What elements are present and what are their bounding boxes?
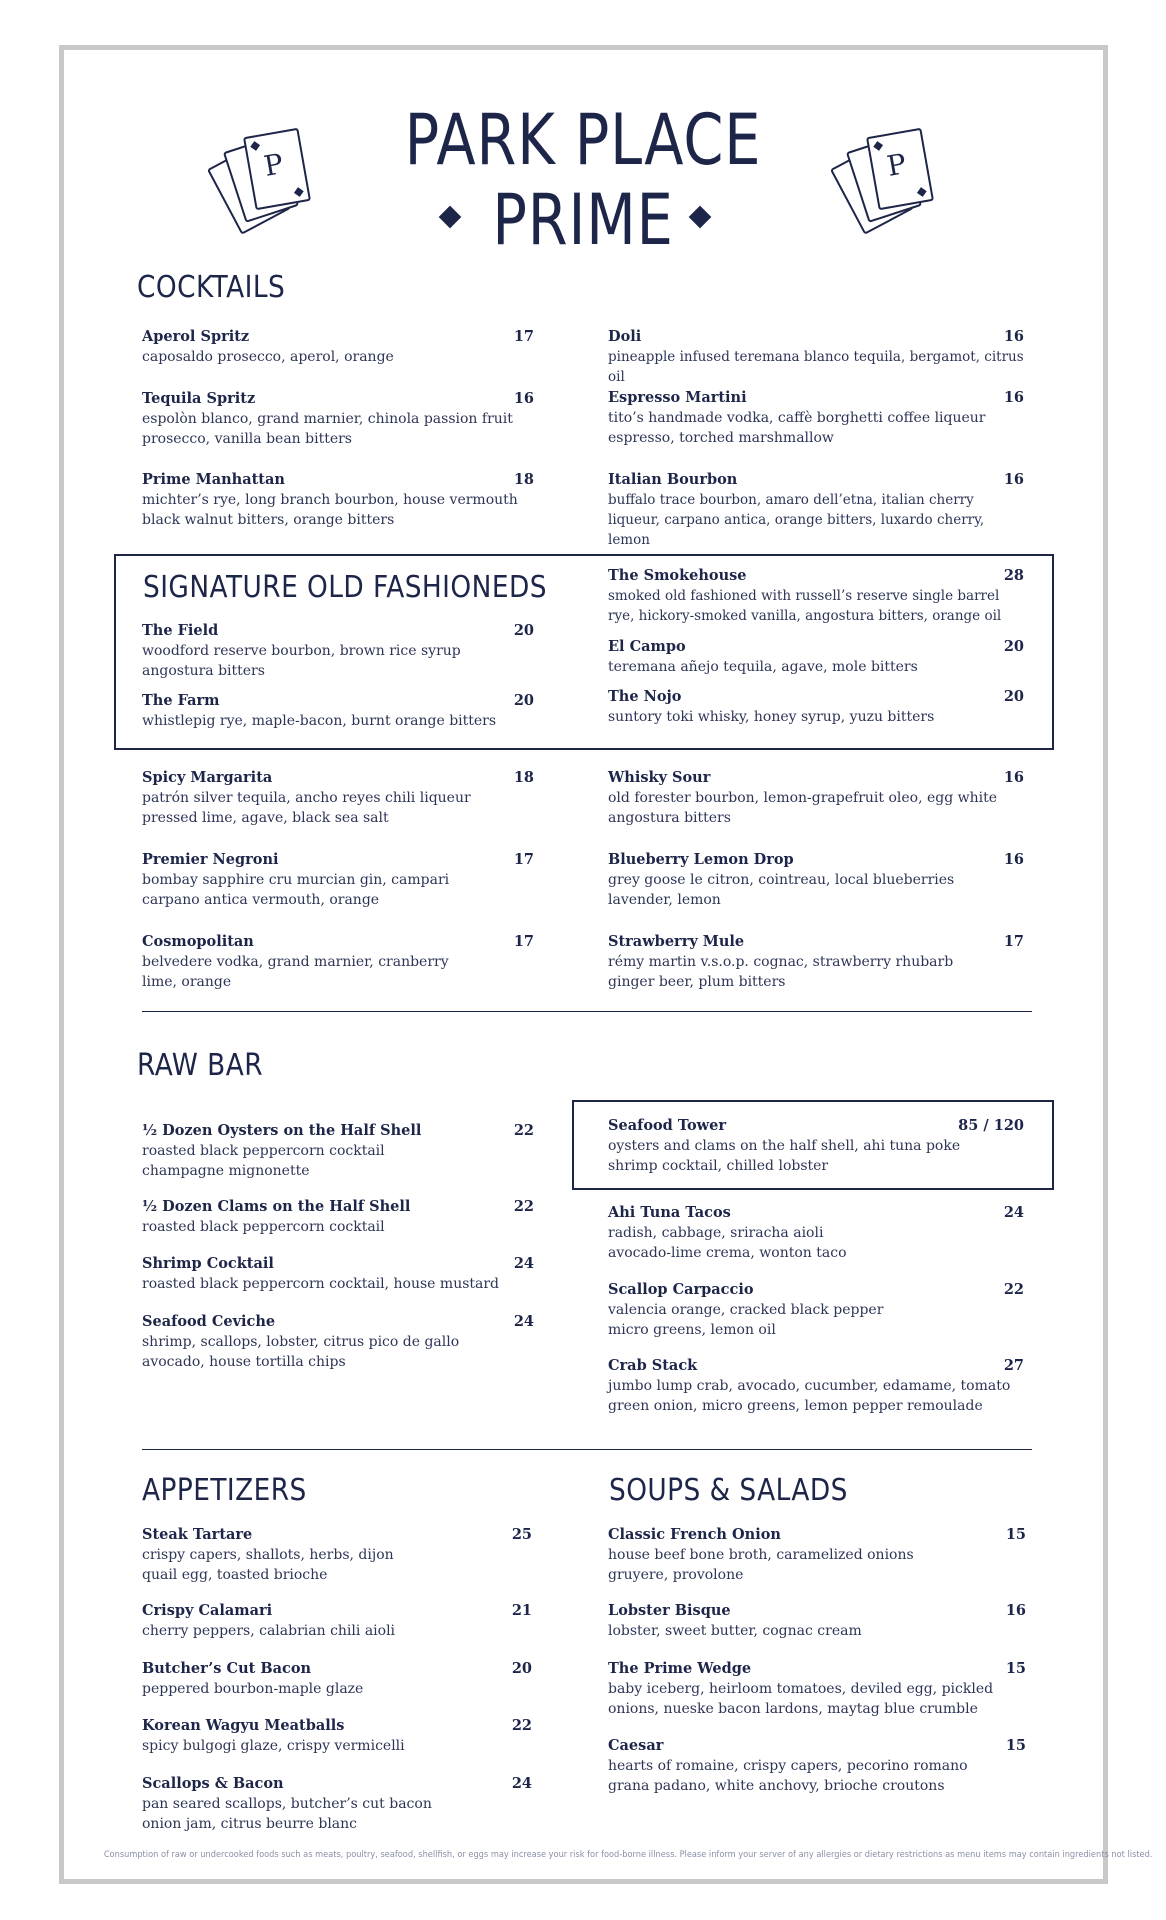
item-name: Whisky Sour	[608, 769, 711, 786]
item-name: The Smokehouse	[608, 567, 747, 584]
menu-item	[608, 851, 1024, 910]
item-desc: woodford reserve bourbon, brown rice syrup angostura bitters	[142, 643, 461, 679]
item-price: 22	[513, 1198, 534, 1215]
item-price: 24	[1003, 1204, 1024, 1221]
item-name: The Farm	[142, 692, 220, 709]
item-desc: bombay sapphire cru murcian gin, campari carpano antica vermouth, orange	[142, 872, 450, 908]
item-name: Crispy Calamari	[142, 1602, 273, 1619]
item-desc: roasted black peppercorn cocktail, house mustard	[142, 1276, 500, 1292]
item-price: 28	[1003, 567, 1024, 584]
menu-item	[608, 688, 1024, 727]
item-name: Prime Manhattan	[142, 471, 285, 488]
item-price: 16	[1003, 769, 1024, 786]
item-desc: caposaldo prosecco, aperol, orange	[142, 349, 394, 365]
item-name: Steak Tartare	[142, 1526, 253, 1543]
menu-item	[608, 933, 1024, 992]
item-desc: roasted black peppercorn cocktail	[142, 1219, 385, 1235]
item-desc: cherry peppers, calabrian chili aioli	[142, 1623, 396, 1639]
menu-item	[142, 1717, 532, 1756]
menu-item	[608, 1281, 1024, 1340]
item-desc: valencia orange, cracked black pepper micro greens, lemon oil	[608, 1302, 884, 1338]
item-desc: espolòn blanco, grand marnier, chinola passion fruit prosecco, vanilla bean bitters	[142, 411, 513, 447]
item-desc: oysters and clams on the half shell, ahi tuna poke shrimp cocktail, chilled lobster	[608, 1138, 961, 1174]
item-price: 18	[513, 471, 534, 488]
menu-item	[142, 1313, 534, 1372]
menu-item	[142, 1660, 532, 1699]
item-price: 20	[513, 692, 534, 709]
item-price: 15	[1005, 1737, 1026, 1754]
item-name: Crab Stack	[608, 1357, 698, 1374]
item-name: Cosmopolitan	[142, 933, 254, 950]
divider	[142, 1449, 1032, 1450]
item-price: 24	[513, 1313, 534, 1330]
section-heading-cocktails: COCKTAILS	[137, 270, 286, 305]
item-name: Scallop Carpaccio	[608, 1281, 754, 1298]
item-desc: suntory toki whisky, honey syrup, yuzu bitters	[608, 709, 935, 725]
item-price: 22	[511, 1717, 532, 1734]
item-name: Butcher’s Cut Bacon	[142, 1660, 312, 1677]
menu-item	[142, 328, 534, 367]
item-name: Premier Negroni	[142, 851, 279, 868]
menu-item	[608, 769, 1024, 828]
menu-item	[142, 1122, 534, 1181]
section-heading-signature: SIGNATURE OLD FASHIONEDS	[143, 570, 547, 605]
menu-item	[608, 638, 1024, 677]
item-name: Strawberry Mule	[608, 933, 745, 950]
item-price: 20	[1003, 688, 1024, 705]
menu-item	[142, 1602, 532, 1641]
menu-item	[608, 328, 1024, 387]
item-price: 20	[513, 622, 534, 639]
menu-item	[608, 1660, 1026, 1719]
item-price: 16	[1003, 389, 1024, 406]
item-price: 16	[1003, 328, 1024, 345]
item-name: Shrimp Cocktail	[142, 1255, 274, 1272]
item-name: El Campo	[608, 638, 686, 655]
item-desc: rémy martin v.s.o.p. cognac, strawberry rhubarb ginger beer, plum bitters	[608, 954, 954, 990]
item-desc: roasted black peppercorn cocktail champagne mignonette	[142, 1143, 385, 1179]
menu-item	[142, 1775, 532, 1834]
item-desc: shrimp, scallops, lobster, citrus pico de gallo avocado, house tortilla chips	[142, 1334, 460, 1370]
menu-item	[142, 390, 534, 449]
item-desc: michter’s rye, long branch bourbon, house vermouth black walnut bitters, orange bitters	[142, 492, 518, 528]
item-price: 20	[1003, 638, 1024, 655]
menu-item	[142, 1526, 532, 1585]
item-desc: radish, cabbage, sriracha aioli avocado-lime crema, wonton taco	[608, 1225, 847, 1261]
item-desc: spicy bulgogi glaze, crispy vermicelli	[142, 1738, 405, 1754]
item-name: Classic French Onion	[608, 1526, 781, 1543]
item-name: Doli	[608, 328, 642, 345]
menu-item	[608, 1204, 1024, 1263]
menu-item	[142, 1255, 534, 1294]
item-desc: lobster, sweet butter, cognac cream	[608, 1623, 862, 1639]
item-price: 16	[1003, 851, 1024, 868]
item-desc: pan seared scallops, butcher’s cut bacon onion jam, citrus beurre blanc	[142, 1796, 432, 1832]
item-desc: old forester bourbon, lemon-grapefruit oleo, egg white angostura bitters	[608, 790, 998, 826]
item-price: 25	[511, 1526, 532, 1543]
item-price: 16	[1005, 1602, 1026, 1619]
item-desc: peppered bourbon-maple glaze	[142, 1681, 364, 1697]
food-safety-disclaimer: Consumption of raw or undercooked foods such as meats, poultry, seafood, shellfish, or eggs may increase your risk for food-borne illness. Please inform your server of any allergies or dietary restrictions as menu items may contain ingredients not listed.	[103, 1850, 1153, 1860]
section-heading-soups-salads: SOUPS & SALADS	[609, 1473, 848, 1508]
item-price: 17	[513, 933, 534, 950]
item-desc: grey goose le citron, cointreau, local blueberries lavender, lemon	[608, 872, 955, 908]
item-price: 22	[513, 1122, 534, 1139]
menu-item	[608, 1117, 1024, 1176]
menu-item	[142, 471, 534, 530]
item-name: Caesar	[608, 1737, 664, 1754]
section-heading-appetizers: APPETIZERS	[142, 1473, 307, 1508]
menu-item	[608, 1602, 1026, 1641]
item-price: 20	[511, 1660, 532, 1677]
item-price: 24	[511, 1775, 532, 1792]
item-name: The Field	[142, 622, 219, 639]
item-price: 15	[1005, 1660, 1026, 1677]
item-desc: teremana añejo tequila, agave, mole bitters	[608, 659, 918, 675]
item-name: Spicy Margarita	[142, 769, 273, 786]
menu-item	[142, 851, 534, 910]
menu-item	[608, 567, 1024, 626]
item-desc: pineapple infused teremana blanco tequila, bergamot, citrus oil	[608, 349, 1024, 385]
menu-item	[608, 471, 1024, 550]
item-price: 27	[1003, 1357, 1024, 1374]
playing-cards-icon: P	[215, 120, 325, 240]
item-desc: crispy capers, shallots, herbs, dijon quail egg, toasted brioche	[142, 1547, 394, 1583]
item-price: 16	[513, 390, 534, 407]
item-name: ½ Dozen Clams on the Half Shell	[142, 1198, 411, 1215]
item-price: 17	[513, 851, 534, 868]
menu-item	[142, 1198, 534, 1237]
item-name: Espresso Martini	[608, 389, 747, 406]
item-name: ½ Dozen Oysters on the Half Shell	[142, 1122, 422, 1139]
divider	[142, 1011, 1032, 1012]
item-desc: hearts of romaine, crispy capers, pecorino romano grana padano, white anchovy, brioche croutons	[608, 1758, 968, 1794]
item-price: 22	[1003, 1281, 1024, 1298]
item-desc: baby iceberg, heirloom tomatoes, deviled egg, pickled onions, nueske bacon lardons, maytag blue crumble	[608, 1681, 994, 1717]
item-name: The Prime Wedge	[608, 1660, 752, 1677]
item-name: Korean Wagyu Meatballs	[142, 1717, 345, 1734]
menu-item	[142, 692, 534, 731]
item-price: 15	[1005, 1526, 1026, 1543]
item-desc: whistlepig rye, maple-bacon, burnt orange bitters	[142, 713, 497, 729]
item-name: Aperol Spritz	[142, 328, 250, 345]
restaurant-name-line1: PARK PLACE	[404, 99, 762, 181]
playing-cards-icon: P	[838, 120, 948, 240]
item-desc: tito’s handmade vodka, caffè borghetti coffee liqueur espresso, torched marshmallow	[608, 410, 986, 446]
item-desc: patrón silver tequila, ancho reyes chili liqueur pressed lime, agave, black sea salt	[142, 790, 471, 826]
item-desc: belvedere vodka, grand marnier, cranberry lime, orange	[142, 954, 449, 990]
menu-item	[608, 1357, 1024, 1416]
item-name: Lobster Bisque	[608, 1602, 731, 1619]
menu-item	[142, 933, 534, 992]
item-price: 21	[511, 1602, 532, 1619]
item-name: Blueberry Lemon Drop	[608, 851, 794, 868]
item-desc: house beef bone broth, caramelized onions gruyere, provolone	[608, 1547, 914, 1583]
item-name: Italian Bourbon	[608, 471, 738, 488]
item-desc: smoked old fashioned with russell’s reserve single barrel rye, hickory-smoked vanilla, angostura bitters, orange oil	[608, 588, 1002, 624]
menu-item	[142, 622, 534, 681]
restaurant-name-line2: PRIME	[492, 179, 674, 261]
item-price: 85 / 120	[958, 1117, 1024, 1134]
item-name: Seafood Tower	[608, 1117, 727, 1134]
item-price: 17	[1003, 933, 1024, 950]
menu-item	[608, 1526, 1026, 1585]
item-price: 24	[513, 1255, 534, 1272]
menu-item	[608, 389, 1024, 448]
menu-item	[608, 1737, 1026, 1796]
menu-item	[142, 769, 534, 828]
item-price: 18	[513, 769, 534, 786]
item-name: Ahi Tuna Tacos	[608, 1204, 731, 1221]
item-name: Seafood Ceviche	[142, 1313, 276, 1330]
item-price: 16	[1003, 471, 1024, 488]
section-heading-raw-bar: RAW BAR	[137, 1048, 263, 1083]
item-price: 17	[513, 328, 534, 345]
item-desc: jumbo lump crab, avocado, cucumber, edamame, tomato green onion, micro greens, lemon pepper remoulade	[608, 1378, 1011, 1414]
item-name: Scallops & Bacon	[142, 1775, 284, 1792]
item-desc: buffalo trace bourbon, amaro dell’etna, italian cherry liqueur, carpano antica, orange bitters, luxardo cherry, lemon	[608, 492, 985, 548]
item-name: The Nojo	[608, 688, 682, 705]
item-name: Tequila Spritz	[142, 390, 256, 407]
